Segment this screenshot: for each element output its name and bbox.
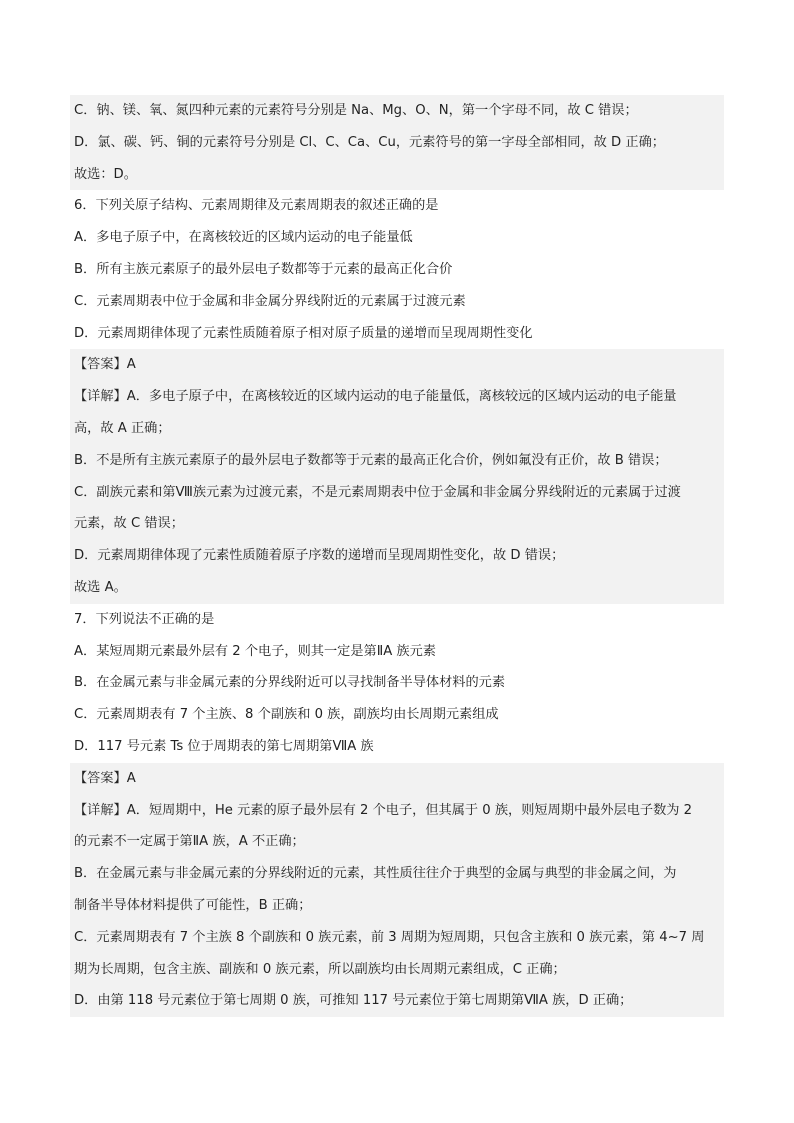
explain-line: B．在金属元素与非金属元素的分界线附近的元素，其性质往往介于典型的金属与典型的非金属之间，为 xyxy=(74,866,677,882)
question-6 xyxy=(70,190,724,349)
explain-line: 【详解】A．短周期中，He 元素的原子最外层有 2 个电子，但其属于 0 族，则短周期中最外层电子数为 2 xyxy=(74,802,693,818)
explain-line: 元素，故 C 错误； xyxy=(74,516,184,532)
prev-explanation-block xyxy=(70,95,724,190)
option-a: A．某短周期元素最外层有 2 个电子，则其一定是第ⅡA 族元素 xyxy=(74,643,436,659)
explain-line: C．钠、镁、氧、氮四种元素的元素符号分别是 Na、Mg、O、N，第一个字母不同，故 C 错误； xyxy=(74,103,638,118)
explain-line: 高，故 A 正确； xyxy=(74,420,171,436)
explain-line: 【详解】A．多电子原子中，在离核较近的区域内运动的电子能量低，离核较远的区域内运动的电子能量 xyxy=(74,389,677,405)
option-b: B．所有主族元素原子的最外层电子数都等于元素的最高正化合价 xyxy=(74,261,453,277)
answer-label: 【答案】A xyxy=(74,770,136,786)
explain-line: D．元素周期律体现了元素性质随着原子序数的递增而呈现周期性变化，故 D 错误； xyxy=(74,548,565,564)
q7-answer-block xyxy=(70,763,724,1017)
option-c: C．元素周期表中位于金属和非金属分界线附近的元素属于过渡元素 xyxy=(74,293,466,309)
document-page xyxy=(70,95,724,1017)
explain-line: 故选：D。 xyxy=(74,166,137,182)
option-d: D．元素周期律体现了元素性质随着原子相对原子质量的递增而呈现周期性变化 xyxy=(74,325,533,341)
explain-line: 期为长周期，包含主族、副族和 0 族元素，所以副族均由长周期元素组成，C 正确； xyxy=(74,961,566,977)
option-d: D．117 号元素 Ts 位于周期表的第七周期第ⅦA 族 xyxy=(74,738,374,754)
explain-line: 的元素不一定属于第ⅡA 族，A 不正确； xyxy=(74,834,305,850)
question-stem: 6．下列关原子结构、元素周期律及元素周期表的叙述正确的是 xyxy=(74,198,439,214)
answer-label: 【答案】A xyxy=(74,357,136,373)
explain-line: D．由第 118 号元素位于第七周期 0 族，可推知 117 号元素位于第七周期第ⅦA 族，D 正确； xyxy=(74,993,633,1009)
question-7 xyxy=(70,604,724,763)
explain-line: D．氯、碳、钙、铜的元素符号分别是 Cl、C、Ca、Cu，元素符号的第一字母全部相同，故 D 正确； xyxy=(74,134,665,150)
q6-answer-block xyxy=(70,349,724,603)
explain-line: 制备半导体材料提供了可能性，B 正确； xyxy=(74,897,312,913)
explain-line: C．元素周期表有 7 个主族 8 个副族和 0 族元素，前 3 周期为短周期，只包含主族和 0 族元素，第 4~7 周 xyxy=(74,929,705,945)
option-b: B．在金属元素与非金属元素的分界线附近可以寻找制备半导体材料的元素 xyxy=(74,675,506,691)
option-c: C．元素周期表有 7 个主族、8 个副族和 0 族，副族均由长周期元素组成 xyxy=(74,707,499,723)
explain-line: 故选 A。 xyxy=(74,579,127,595)
option-a: A．多电子原子中，在离核较近的区域内运动的电子能量低 xyxy=(74,230,413,246)
explain-line: C．副族元素和第Ⅷ族元素为过渡元素，不是元素周期表中位于金属和非金属分界线附近的元素属于过渡 xyxy=(74,484,681,500)
question-stem: 7．下列说法不正确的是 xyxy=(74,611,215,627)
explain-line: B．不是所有主族元素原子的最外层电子数都等于元素的最高正化合价，例如氟没有正价，故 B 错误； xyxy=(74,452,668,468)
